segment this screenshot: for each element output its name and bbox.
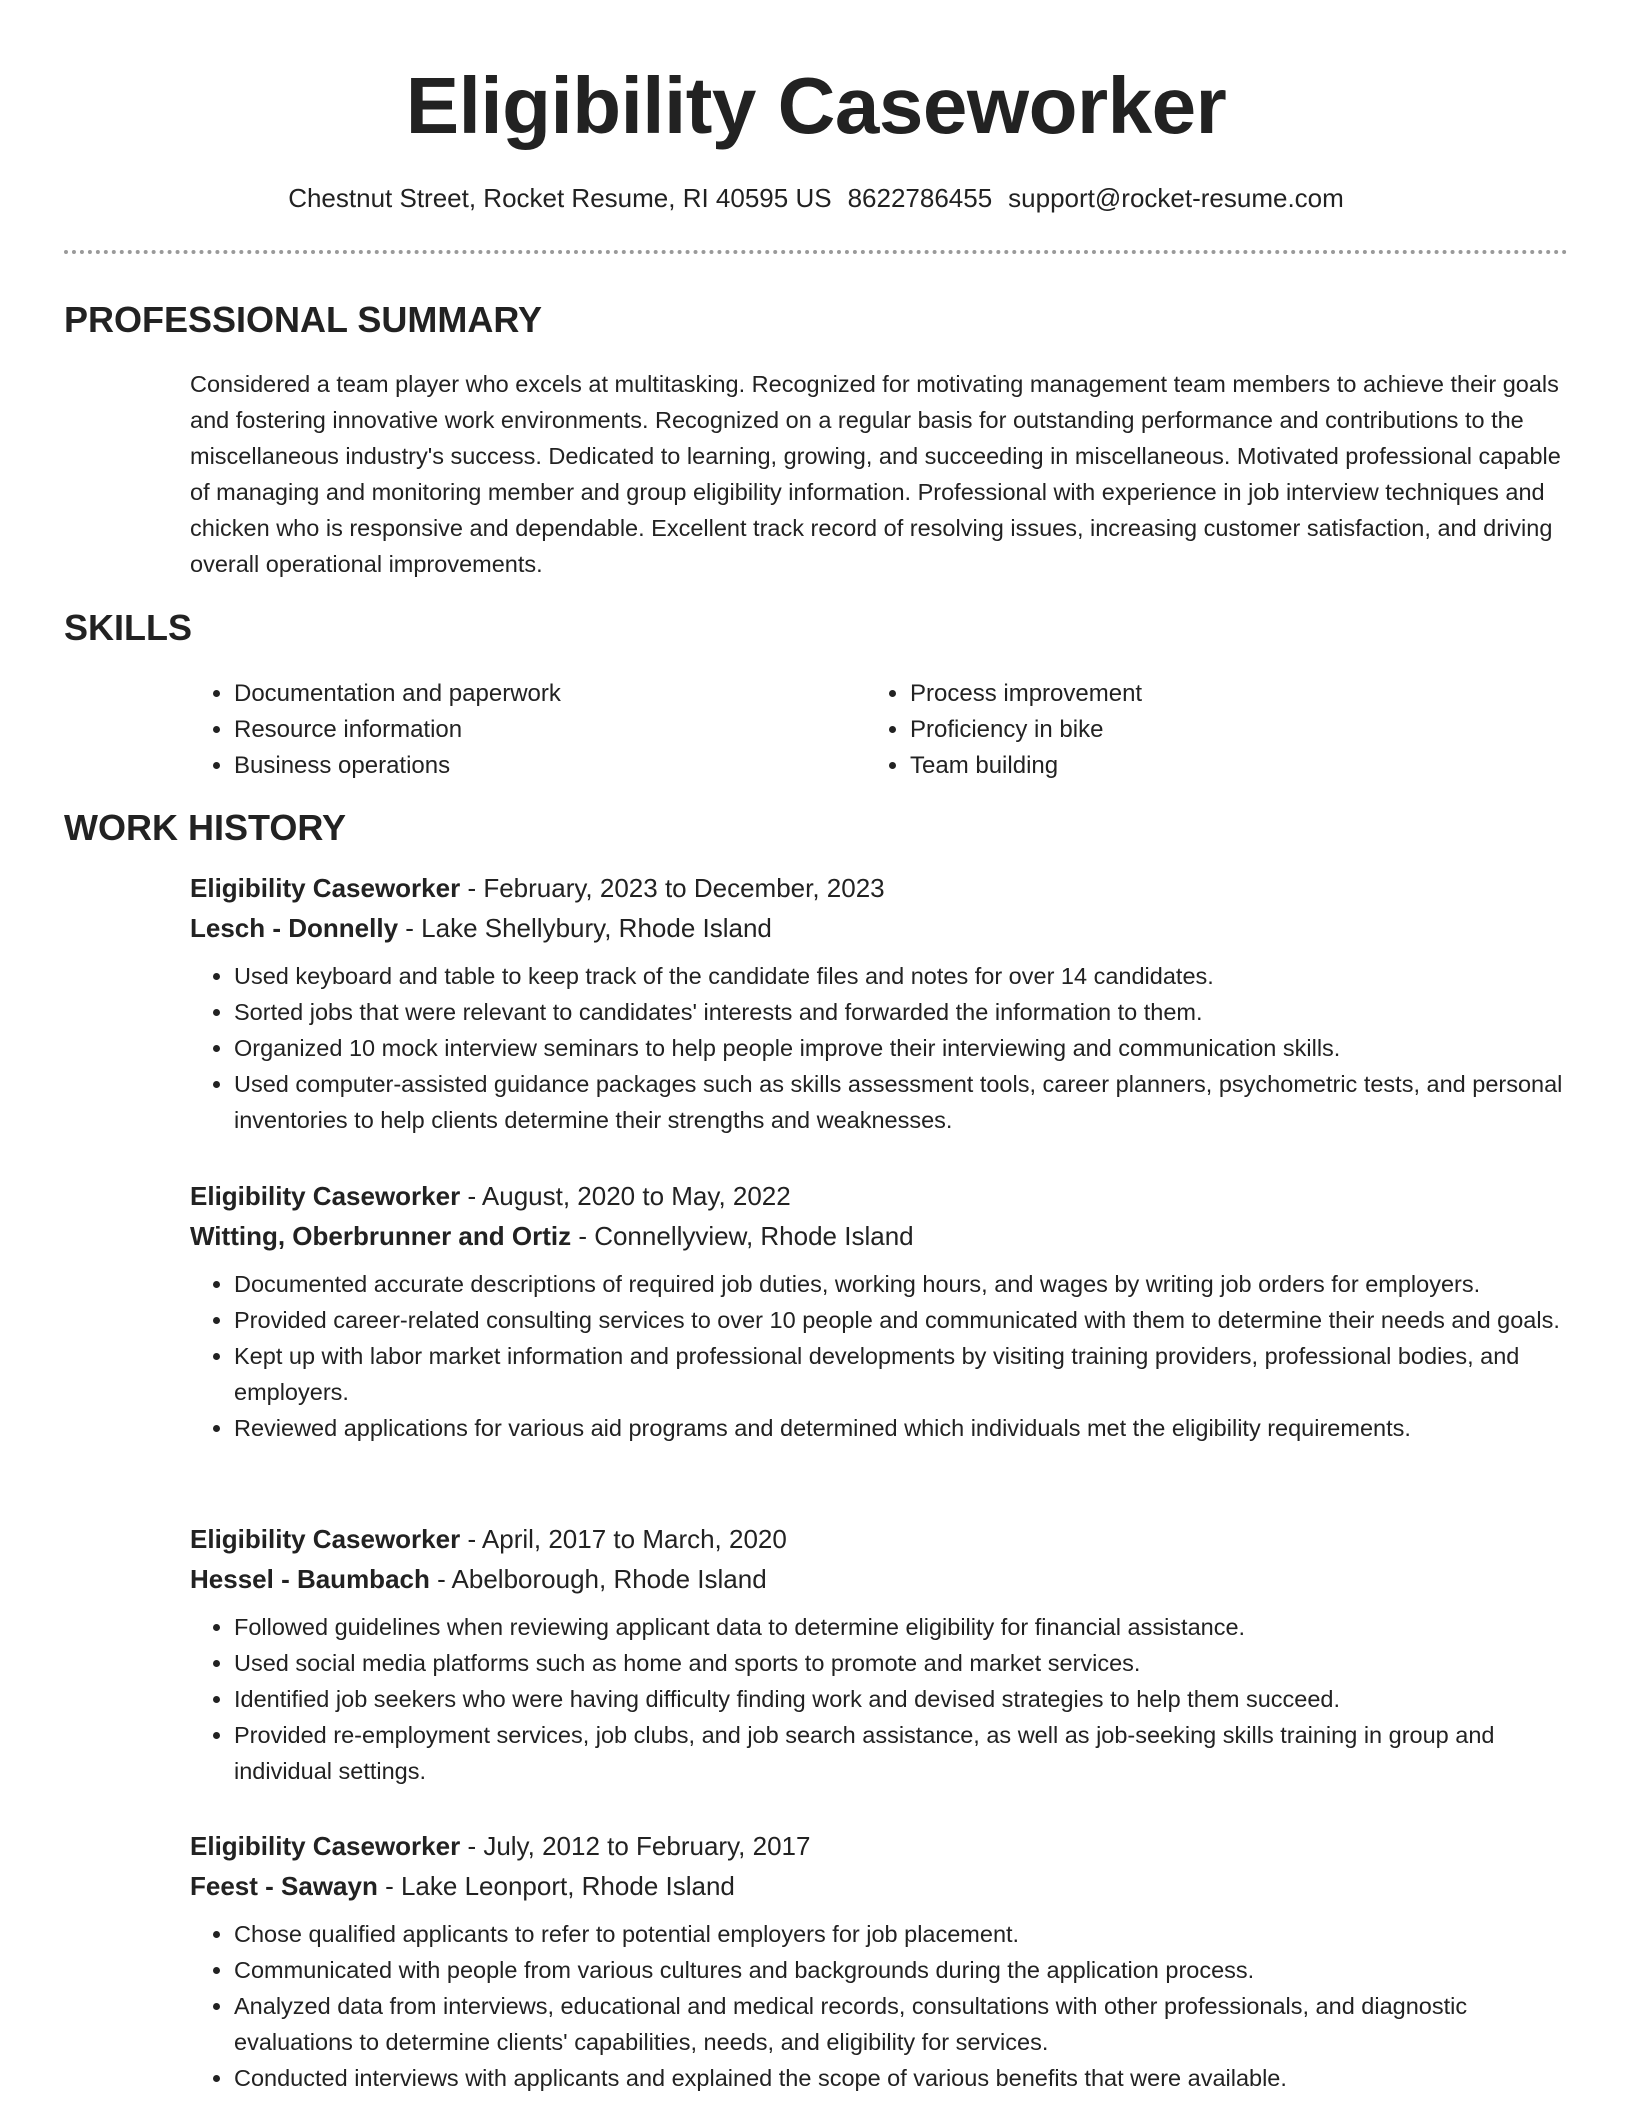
job-location: - Abelborough, Rhode Island — [429, 1564, 767, 1594]
job-bullet: • Chose qualified applicants to refer to potential employers for job placement. — [234, 1916, 1580, 1952]
job-bullet: • Communicated with people from various cultures and backgrounds during the application process. — [234, 1952, 1580, 1988]
job-entry — [190, 1176, 1580, 1446]
job-entry — [190, 1519, 1580, 1789]
job-title-line — [190, 868, 1580, 908]
job-company: Hessel - Baumbach — [190, 1564, 430, 1594]
job-location: - Connellyview, Rhode Island — [571, 1221, 914, 1251]
job-bullet: • Conducted interviews with applicants and explained the scope of various benefits that were available. — [234, 2060, 1580, 2096]
job-location: - Lake Shellybury, Rhode Island — [398, 913, 772, 943]
contact-phone: 8622786455 — [847, 183, 993, 213]
job-company-line — [190, 1866, 1580, 1906]
job-title: Eligibility Caseworker — [190, 1181, 461, 1211]
job-bullets — [190, 958, 1580, 1138]
header-divider — [64, 250, 1568, 254]
skill-item: • Documentation and paperwork — [234, 676, 561, 712]
job-dates: - April, 2017 to March, 2020 — [460, 1524, 787, 1554]
skill-item: • Resource information — [234, 712, 561, 748]
summary-heading: PROFESSIONAL SUMMARY — [64, 299, 543, 340]
job-bullet: • Followed guidelines when reviewing applicant data to determine eligibility for financial assistance. — [234, 1609, 1580, 1645]
job-company-line — [190, 1216, 1580, 1256]
job-bullet: • Documented accurate descriptions of required job duties, working hours, and wages by writing job orders for employers. — [234, 1266, 1580, 1302]
job-bullet: • Provided career-related consulting services to over 10 people and communicated with them to determine their needs and goals. — [234, 1302, 1580, 1338]
contact-line — [0, 178, 1632, 218]
job-bullet: • Used computer-assisted guidance packages such as skills assessment tools, career planners, psychometric tests, and personal inventories to help clients determine their strengths and weaknesses. — [234, 1066, 1580, 1138]
job-bullets — [190, 1266, 1580, 1446]
job-bullet: • Kept up with labor market information and professional developments by visiting training providers, professional bodies, and employers. — [234, 1338, 1580, 1410]
job-title: Eligibility Caseworker — [190, 1831, 461, 1861]
skills-list-right — [866, 676, 1142, 784]
job-bullet: • Provided re-employment services, job clubs, and job search assistance, as well as job-seeking skills training in group and individual settings. — [234, 1717, 1580, 1789]
job-entry — [190, 1826, 1580, 2096]
job-title: Eligibility Caseworker — [190, 873, 461, 903]
job-location: - Lake Leonport, Rhode Island — [377, 1871, 735, 1901]
job-bullet: • Used keyboard and table to keep track of the candidate files and notes for over 14 candidates. — [234, 958, 1580, 994]
skills-heading: SKILLS — [64, 607, 193, 648]
job-bullet: • Identified job seekers who were having difficulty finding work and devised strategies to help them succeed. — [234, 1681, 1580, 1717]
job-bullets — [190, 1916, 1580, 2096]
skill-item: • Proficiency in bike — [910, 712, 1142, 748]
skill-item: • Process improvement — [910, 676, 1142, 712]
resume-name: Eligibility Caseworker — [405, 61, 1227, 150]
job-bullet: • Reviewed applications for various aid programs and determined which individuals met the eligibility requirements. — [234, 1410, 1580, 1446]
job-title-line — [190, 1826, 1580, 1866]
job-title-line — [190, 1519, 1580, 1559]
job-title: Eligibility Caseworker — [190, 1524, 461, 1554]
job-bullet: • Analyzed data from interviews, educational and medical records, consultations with other professionals, and diagnostic evaluations to determine clients' capabilities, needs, and eligibility for services. — [234, 1988, 1580, 2060]
work-history-heading: WORK HISTORY — [64, 807, 347, 848]
job-bullets — [190, 1609, 1580, 1789]
job-company: Feest - Sawayn — [190, 1871, 378, 1901]
job-title-line — [190, 1176, 1580, 1216]
job-bullet: • Sorted jobs that were relevant to candidates' interests and forwarded the information to them. — [234, 994, 1580, 1030]
job-dates: - July, 2012 to February, 2017 — [460, 1831, 811, 1861]
job-company: Witting, Oberbrunner and Ortiz — [190, 1221, 572, 1251]
contact-email[interactable]: support@rocket-resume.com — [1008, 183, 1344, 213]
skills-list-left — [190, 676, 561, 784]
job-company: Lesch - Donnelly — [190, 913, 399, 943]
job-company-line — [190, 908, 1580, 948]
job-entry — [190, 868, 1580, 1138]
job-company-line — [190, 1559, 1580, 1599]
summary-text: Considered a team player who excels at multitasking. Recognized for motivating management team members to achieve their goals and fostering innovative work environments. Recognized on a regular basis for outstanding performance and contributions to the miscellaneous industry's success. Dedicated to learning, growing, and succeeding in miscellaneous. Motivated professional capable of managing and monitoring member and group eligibility information. Professional with experience in job interview techniques and chicken who is responsive and dependable. Excellent track record of resolving issues, increasing customer satisfaction, and driving overall operational improvements. — [190, 371, 1561, 577]
job-bullet: • Used social media platforms such as home and sports to promote and market services. — [234, 1645, 1580, 1681]
skill-item: • Team building — [910, 748, 1142, 784]
job-dates: - February, 2023 to December, 2023 — [460, 873, 885, 903]
job-dates: - August, 2020 to May, 2022 — [460, 1181, 791, 1211]
contact-address: Chestnut Street, Rocket Resume, RI 40595 US — [288, 183, 832, 213]
skill-item: • Business operations — [234, 748, 561, 784]
job-bullet: • Organized 10 mock interview seminars to help people improve their interviewing and communication skills. — [234, 1030, 1580, 1066]
